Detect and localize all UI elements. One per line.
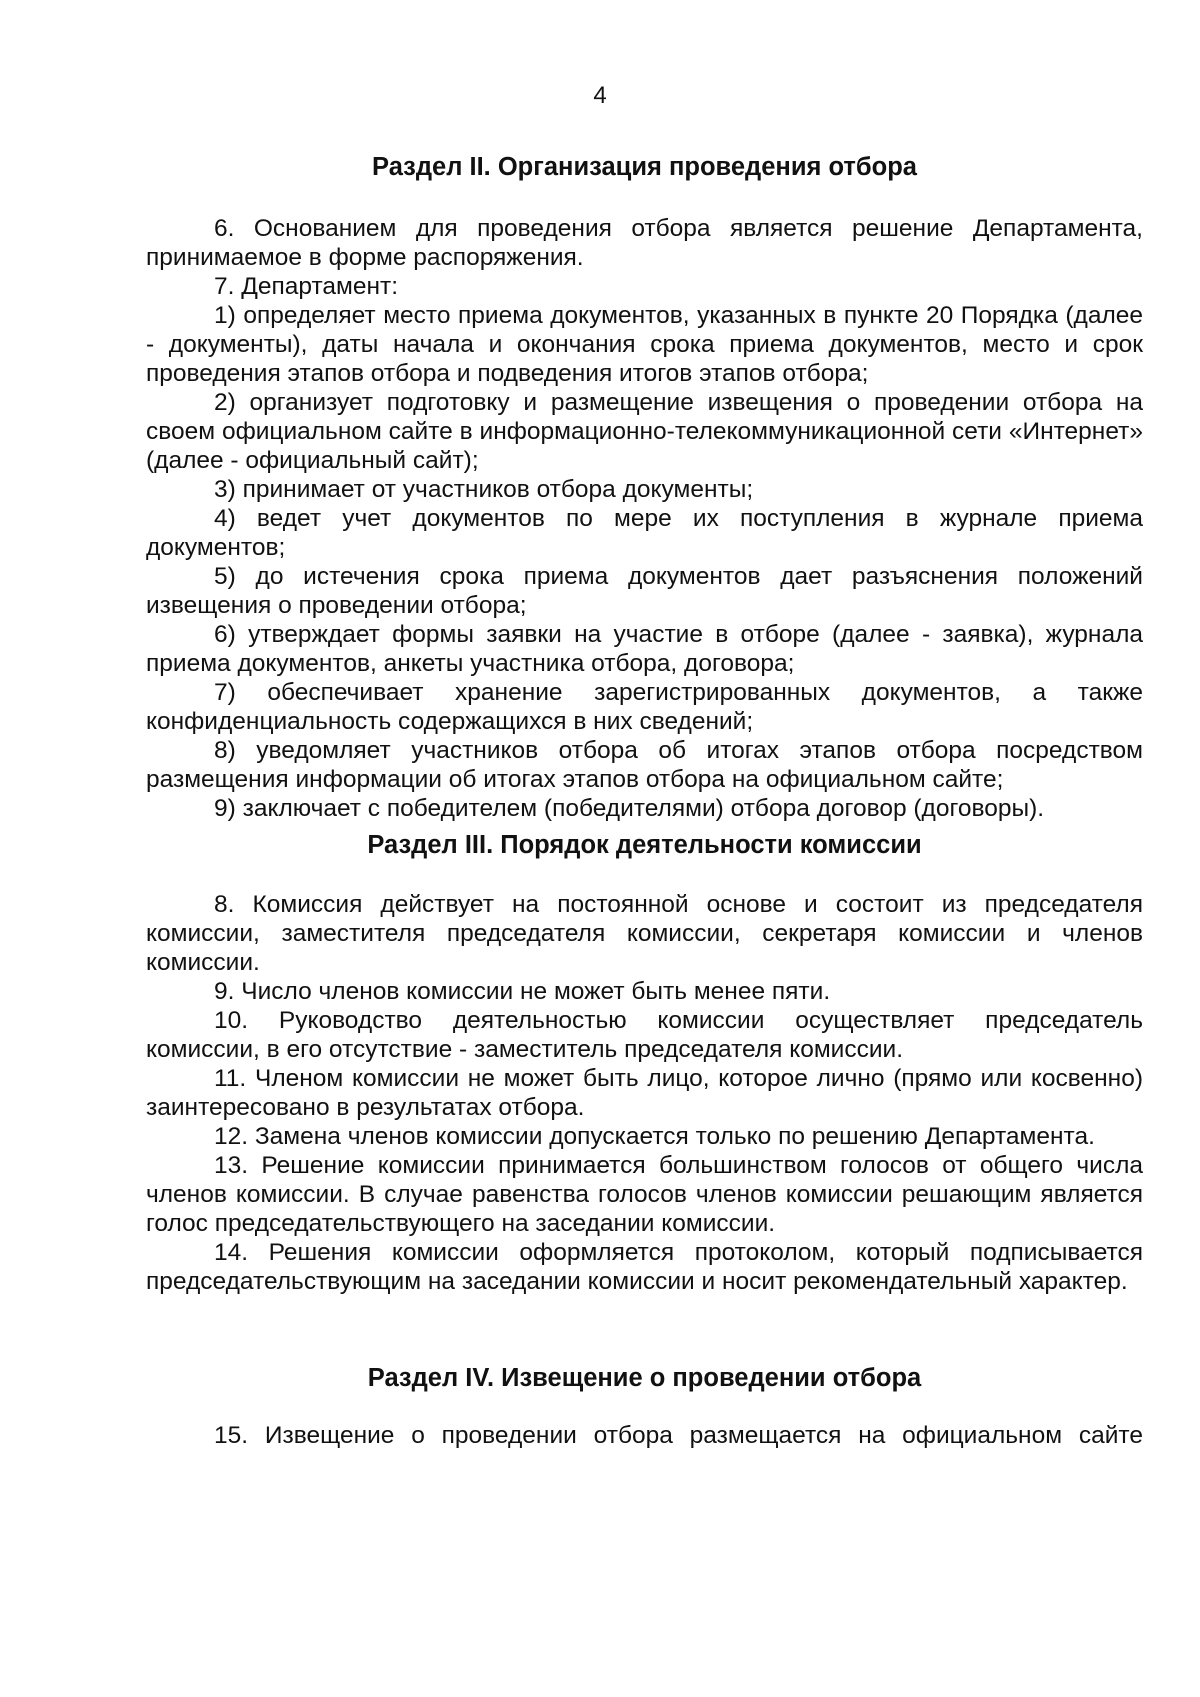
paragraph-13: 13. Решение комиссии принимается большинством голосов от общего числа членов комиссии. В случае равенства голосов членов комиссии решающим является голос председательствующего на заседании комиссии. [146,1152,1143,1237]
section-3-body [146,890,1143,1296]
section-4-body [146,1421,1143,1450]
page-number: 4 [593,82,607,109]
paragraph-10: 10. Руководство деятельностью комиссии осуществляет председатель комиссии, в его отсутствие - заместитель председателя комиссии. [146,1007,1143,1063]
section-2-body [146,214,1143,823]
list-item-7-9: 9) заключает с победителем (победителями) отбора договор (договоры). [214,795,1045,822]
list-item-7-3: 3) принимает от участников отбора документы; [214,476,754,503]
paragraph-14: 14. Решения комиссии оформляется протоколом, который подписывается председательствующим на заседании комиссии и носит рекомендательный характер. [146,1239,1143,1295]
paragraph-8: 8. Комиссия действует на постоянной основе и состоит из председателя комиссии, заместителя председателя комиссии, секретаря комиссии и членов комиссии. [146,891,1143,976]
paragraph-11: 11. Членом комиссии не может быть лицо, которое лично (прямо или косвенно) заинтересовано в результатах отбора. [146,1065,1143,1121]
paragraph-7: 7. Департамент: [214,273,399,300]
list-item-7-2: 2) организует подготовку и размещение извещения о проведении отбора на своем официальном сайте в информационно-телекоммуникационной сети «Интернет» (далее - официальный сайт); [146,389,1143,474]
list-item-7-5: 5) до истечения срока приема документов дает разъяснения положений извещения о проведении отбора; [146,563,1143,619]
section-4-title: Раздел IV. Извещение о проведении отбора [367,1364,922,1392]
list-item-7-8: 8) уведомляет участников отбора об итогах этапов отбора посредством размещения информации об итогах этапов отбора на официальном сайте; [146,737,1143,793]
section-2-title: Раздел II. Организация проведения отбора [372,153,917,181]
paragraph-9: 9. Число членов комиссии не может быть менее пяти. [214,978,831,1005]
list-item-7-1: 1) определяет место приема документов, указанных в пункте 20 Порядка (далее - документы), даты начала и окончания срока приема документов, место и срок проведения этапов отбора и подведения итогов этапов отбора; [146,302,1143,387]
section-3-title: Раздел III. Порядок деятельности комиссии [367,831,922,859]
paragraph-12: 12. Замена членов комиссии допускается только по решению Департамента. [214,1123,1095,1150]
list-item-7-6: 6) утверждает формы заявки на участие в отборе (далее - заявка), журнала приема документов, анкеты участника отбора, договора; [146,621,1143,677]
paragraph-6: 6. Основанием для проведения отбора является решение Департамента, принимаемое в форме распоряжения. [146,215,1143,271]
list-item-7-7: 7) обеспечивает хранение зарегистрированных документов, а также конфиденциальность содержащихся в них сведений; [146,679,1143,735]
list-item-7-4: 4) ведет учет документов по мере их поступления в журнале приема документов; [146,505,1143,561]
paragraph-15: 15. Извещение о проведении отбора размещается на официальном сайте [214,1422,1143,1449]
